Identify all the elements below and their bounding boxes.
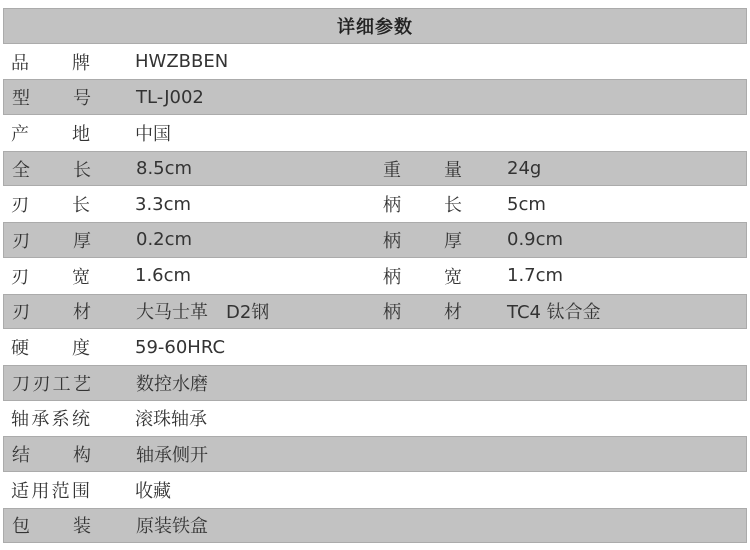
spec-label: 柄厚 — [383, 230, 462, 252]
spec-row-edge-process — [3, 365, 747, 401]
spec-label: 全长 — [12, 159, 91, 181]
spec-cell — [3, 334, 747, 360]
spec-row-blade-width — [3, 258, 747, 294]
spec-label: 结构 — [12, 445, 91, 467]
spec-row-blade-thickness — [3, 222, 747, 258]
spec-row-bearing-system — [3, 401, 747, 437]
spec-value: 1.6cm — [135, 265, 192, 287]
spec-value: 滚珠轴承 — [135, 409, 207, 431]
spec-label: 型号 — [12, 88, 91, 110]
spec-table — [3, 8, 747, 543]
spec-value: 大马士革 D2钢 — [136, 302, 270, 324]
spec-cell — [4, 156, 375, 182]
spec-cell — [4, 84, 746, 110]
spec-label: 刃厚 — [12, 230, 91, 252]
spec-row-blade-length — [3, 186, 747, 222]
spec-row-scope — [3, 472, 747, 508]
spec-label: 刀刃工艺 — [12, 373, 91, 395]
spec-cell — [375, 227, 746, 253]
spec-value: 0.2cm — [136, 229, 193, 251]
spec-cell — [3, 405, 747, 431]
table-header — [3, 8, 747, 44]
spec-cell — [3, 191, 375, 217]
table-title: 详细参数 — [337, 16, 413, 38]
spec-row-hardness — [3, 329, 747, 365]
spec-cell — [3, 120, 747, 146]
spec-row-blade-material — [3, 294, 747, 330]
spec-cell — [375, 263, 747, 289]
spec-value: 中国 — [135, 123, 171, 145]
spec-value: 轴承侧开 — [136, 445, 208, 467]
spec-value: 1.7cm — [507, 265, 564, 287]
spec-label: 刃材 — [12, 302, 91, 324]
spec-value: 24g — [507, 158, 542, 180]
spec-row-total-length — [3, 151, 747, 187]
spec-label: 刃长 — [11, 195, 90, 217]
spec-cell — [3, 49, 747, 75]
spec-cell — [4, 441, 746, 467]
spec-cell — [3, 263, 375, 289]
spec-cell — [3, 477, 747, 503]
spec-cell — [375, 156, 746, 182]
spec-label: 柄宽 — [383, 266, 462, 288]
spec-value: 3.3cm — [135, 193, 192, 215]
spec-label: 产地 — [11, 123, 90, 145]
spec-value: TC4 钛合金 — [507, 302, 601, 324]
spec-cell — [4, 512, 746, 538]
spec-value: 8.5cm — [136, 158, 193, 180]
spec-label: 重量 — [383, 159, 462, 181]
spec-cell — [4, 227, 375, 253]
spec-row-origin — [3, 115, 747, 151]
spec-label: 包装 — [12, 516, 91, 538]
spec-label: 品牌 — [11, 52, 90, 74]
spec-value: HWZBBEN — [135, 51, 229, 73]
spec-value: 原装铁盒 — [136, 516, 208, 538]
spec-value: 0.9cm — [507, 229, 564, 251]
spec-label: 刃宽 — [11, 266, 90, 288]
spec-label: 轴承系统 — [11, 409, 90, 431]
spec-value: TL-J002 — [136, 86, 204, 108]
spec-label: 柄长 — [383, 195, 462, 217]
spec-label: 柄材 — [383, 302, 462, 324]
spec-row-model — [3, 79, 747, 115]
spec-label: 硬度 — [11, 338, 90, 360]
spec-value: 59-60HRC — [135, 336, 226, 358]
spec-row-structure — [3, 436, 747, 472]
spec-label: 适用范围 — [11, 480, 90, 502]
spec-row-brand — [3, 44, 747, 80]
spec-value: 收藏 — [135, 480, 171, 502]
spec-cell — [4, 370, 746, 396]
spec-value: 数控水磨 — [136, 373, 208, 395]
spec-cell — [4, 298, 375, 324]
spec-cell — [375, 191, 747, 217]
spec-row-packaging — [3, 508, 747, 544]
spec-cell — [375, 298, 746, 324]
spec-value: 5cm — [507, 193, 546, 215]
